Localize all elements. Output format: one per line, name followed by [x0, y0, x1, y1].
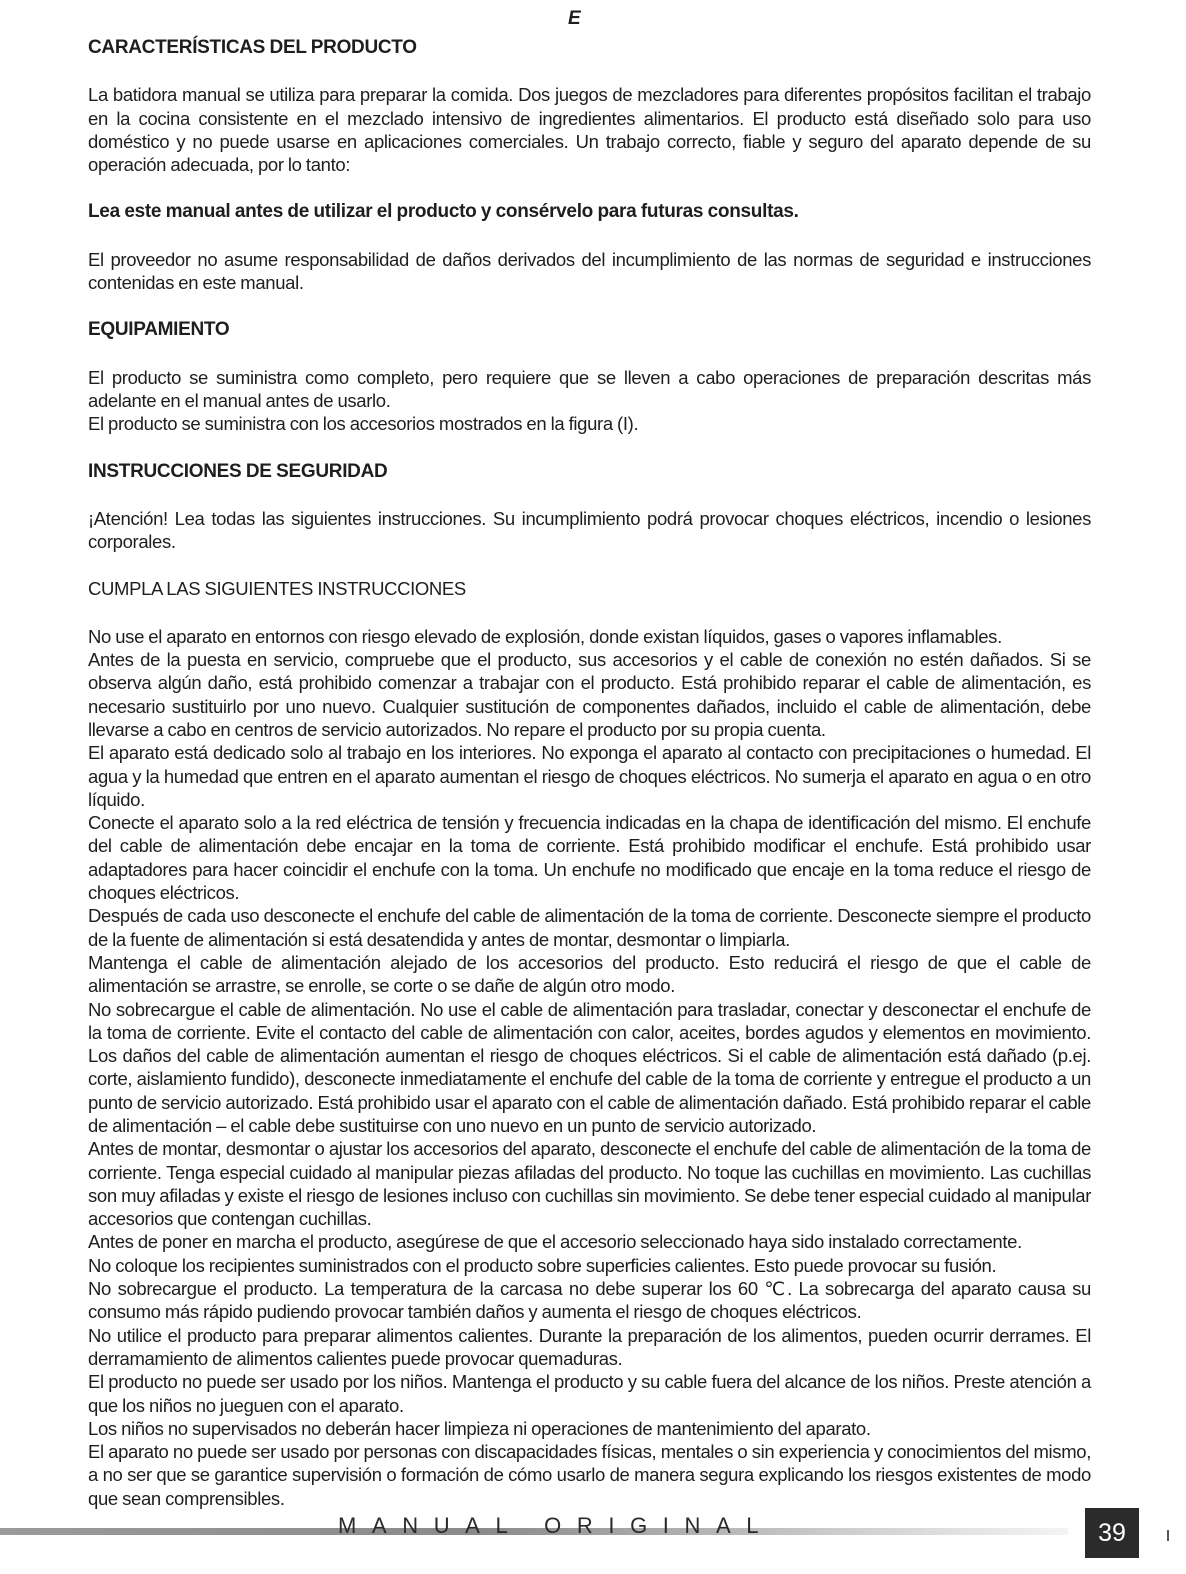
comply-heading: CUMPLA LAS SIGUIENTES INSTRUCCIONES	[88, 578, 466, 600]
page-number: 39	[1098, 1518, 1126, 1547]
instruction-paragraph: Antes de poner en marcha el producto, asegúrese de que el accesorio seleccionado haya sido instalado correctamente.	[88, 1231, 1022, 1253]
features-text: La batidora manual se utiliza para preparar la comida. Dos juegos de mezcladores para diferentes propósitos facilitan el trabajo en la cocina consistente en el mezclado intensivo de ingredientes alimentarios. El producto está diseñado solo para uso doméstico y no puede usarse en aplicaciones comerciales. Un trabajo correcto, fiable y seguro del aparato depende de su operación adecuada, por lo tanto:	[88, 84, 1091, 176]
equipment-text-2: El producto se suministra con los accesorios mostrados en la figura (I).	[88, 413, 639, 435]
supplier-note: El proveedor no asume responsabilidad de daños derivados del incumplimiento de las normas de seguridad e instrucciones contenidas en este manual.	[88, 248, 1091, 294]
instruction-paragraph: No use el aparato en entornos con riesgo elevado de explosión, donde existan líquidos, gases o vapores inflamables.	[88, 625, 1002, 647]
instruction-paragraph: Los niños no supervisados no deberán hacer limpieza ni operaciones de mantenimiento del aparato.	[88, 1417, 871, 1439]
edge-tick-mark	[1167, 1530, 1169, 1541]
instruction-paragraph: Conecte el aparato solo a la red eléctrica de tensión y frecuencia indicadas en la chapa de identificación del mismo. El enchufe del cable de alimentación debe encajar en la toma de corriente. Está prohibido modificar el enchufe. Está prohibido usar adaptadores para hacer coincidir el enchufe con la toma. Un enchufe no modificado que encaje en la toma reduce el riesgo de choques eléctricos.	[88, 812, 1091, 904]
page-number-box	[1085, 1508, 1139, 1558]
instruction-paragraph: No utilice el producto para preparar alimentos calientes. Durante la preparación de los alimentos, pueden ocurrir derrames. El derramamiento de alimentos calientes puede provocar quemaduras.	[88, 1324, 1091, 1369]
footer-manual-label: MANUAL ORIGINAL	[338, 1513, 775, 1538]
instruction-paragraph: Después de cada uso desconecte el enchufe del cable de alimentación de la toma de corriente. Desconecte siempre el producto de la fuente de alimentación si está desatendida y antes de montar, desmontar o limpiarla.	[88, 905, 1091, 950]
equipment-text-1: El producto se suministra como completo, pero requiere que se lleven a cabo operaciones de preparación descritas más adelante en el manual antes de usarlo.	[88, 366, 1091, 411]
instruction-paragraph: No sobrecargue el cable de alimentación. No use el cable de alimentación para trasladar, conectar y desconectar el enchufe de la toma de corriente. Evite el contacto del cable de alimentación con calor, aceites, bordes agudos y elementos en movimiento. Los daños del cable de alimentación aumentan el riesgo de choques eléctricos. Si el cable de alimentación está dañado (p.ej. corte, aislamiento fundido), desconecte inmediatamente el enchufe del cable de la toma de corriente y entregue el producto a un punto de servicio autorizado. Está prohibido usar el aparato con el cable de alimentación dañado. Está prohibido reparar el cable de alimentación – el cable debe sustituirse con uno nuevo en un punto de servicio autorizado.	[88, 998, 1091, 1136]
features-heading: CARACTERÍSTICAS DEL PRODUCTO	[88, 37, 417, 58]
instruction-paragraph: No sobrecargue el producto. La temperatura de la carcasa no debe superar los 60 ℃. La sobrecarga del aparato causa su consumo más rápido pudiendo provocar también daños y aumenta el riesgo de choques eléctricos.	[88, 1278, 1091, 1323]
instruction-paragraph: Antes de la puesta en servicio, compruebe que el producto, sus accesorios y el cable de conexión no estén dañados. Si se observa algún daño, está prohibido comenzar a trabajar con el producto. Está prohibido reparar el cable de alimentación, es necesario sustituirlo por uno nuevo. Cualquier sustitución de componentes dañados, incluido el cable de alimentación, debe llevarse a cabo en centros de servicio autorizados. No repare el producto por su propia cuenta.	[88, 649, 1091, 740]
instruction-paragraph: El aparato está dedicado solo al trabajo en los interiores. No exponga el aparato al contacto con precipitaciones o humedad. El agua y la humedad que entren en el aparato aumentan el riesgo de choques eléctricos. No sumerja el aparato en agua o en otro líquido.	[88, 742, 1091, 810]
language-mark: E	[568, 8, 581, 29]
instruction-paragraph: Mantenga el cable de alimentación alejado de los accesorios del producto. Esto reducirá el riesgo de que el cable de alimentación se arrastre, se enrolle, se corte o se dañe de algún otro modo.	[88, 951, 1091, 997]
safety-heading: INSTRUCCIONES DE SEGURIDAD	[88, 460, 388, 482]
instruction-paragraph: No coloque los recipientes suministrados con el producto sobre superficies calientes. Esto puede provocar su fusión.	[88, 1254, 997, 1276]
instruction-paragraph: Antes de montar, desmontar o ajustar los accesorios del aparato, desconecte el enchufe del cable de alimentación de la toma de corriente. Tenga especial cuidado al manipular piezas afiladas del producto. No toque las cuchillas en movimiento. Las cuchillas son muy afiladas y existe el riesgo de lesiones incluso con cuchillas sin movimiento. Se debe tener especial cuidado al manipular accesorios que contengan cuchillas.	[88, 1138, 1092, 1230]
instruction-paragraph: El aparato no puede ser usado por personas con discapacidades físicas, mentales o sin experiencia y conocimientos del mismo, a no ser que se garantice supervisión o formación de cómo usarlo de manera segura explicando los riesgos existentes de modo que sean comprensibles.	[88, 1441, 1091, 1509]
instruction-paragraph: El producto no puede ser usado por los niños. Mantenga el producto y su cable fuera del alcance de los niños. Preste atención a que los niños no jueguen con el aparato.	[88, 1371, 1091, 1416]
safety-warning: ¡Atención! Lea todas las siguientes instrucciones. Su incumplimiento podrá provocar choques eléctricos, incendio o lesiones corporales.	[88, 507, 1091, 553]
equipment-heading: EQUIPAMIENTO	[88, 319, 230, 341]
read-manual-notice: Lea este manual antes de utilizar el producto y consérvelo para futuras consultas.	[88, 201, 799, 223]
manual-page-content	[88, 36, 1091, 1510]
